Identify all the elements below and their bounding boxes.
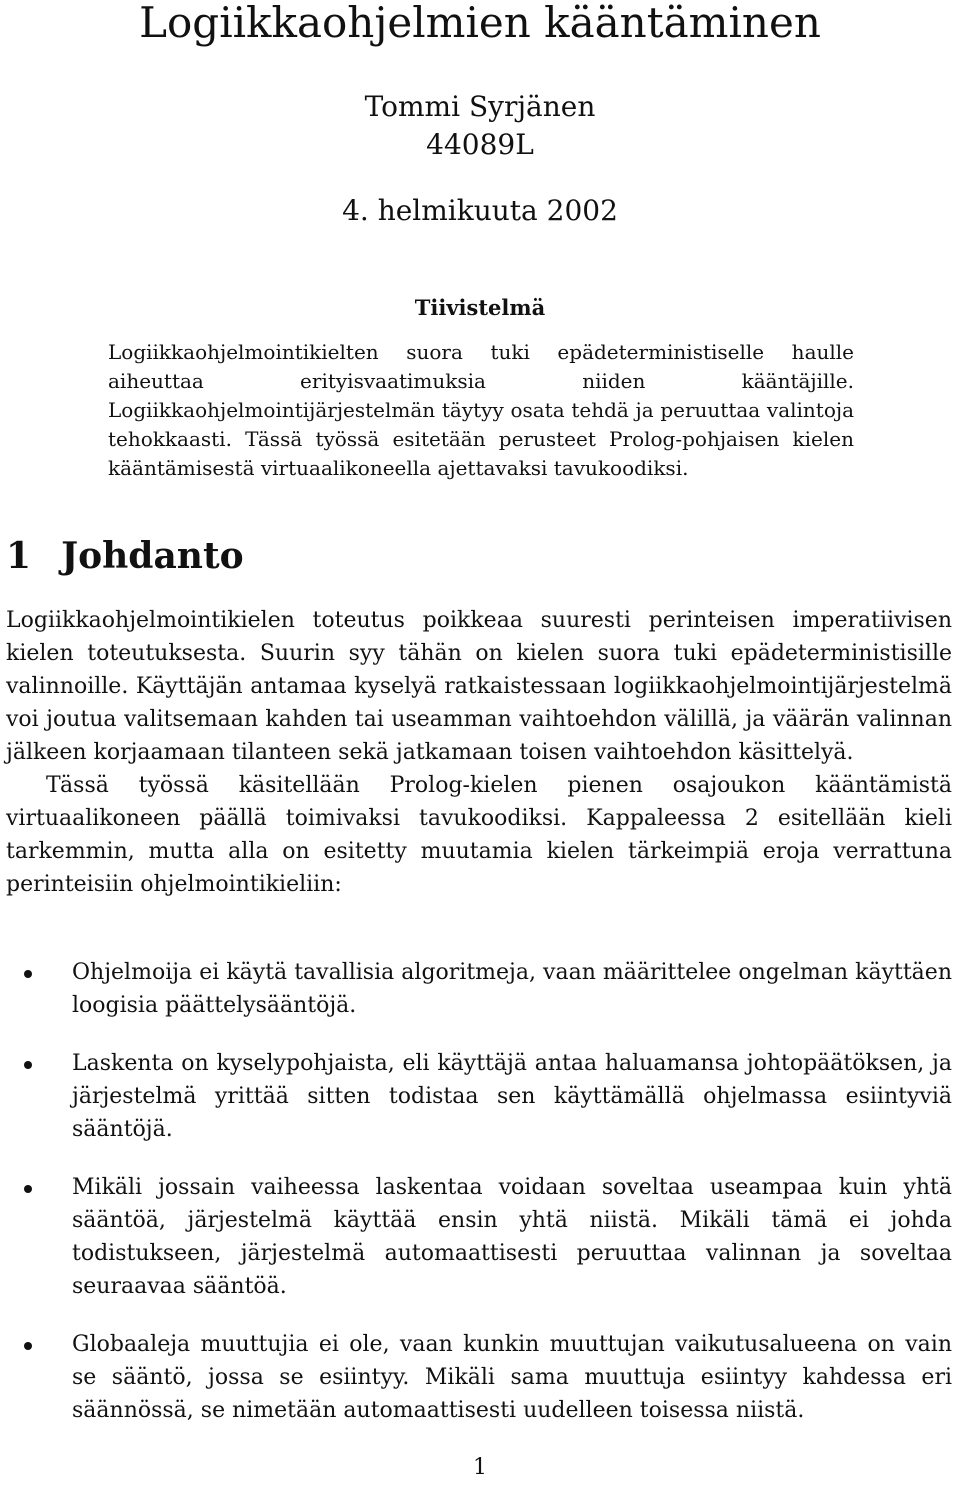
student-id: 44089L [426,128,534,161]
list-item-text: Globaaleja muuttujia ei ole, vaan kunkin muuttujan vaikutusalueena on vain se sääntö, jossa se esiintyy. Mikäli sama muuttuja esiintyy kahdessa eri säännössä, se nimetään automaattisesti uudelleen toisessa niistä. [72,1332,952,1423]
list-item-text: Mikäli jossain vaiheessa laskentaa voidaan soveltaa useampaa kuin yhtä sääntöä, järjestelmä käyttää ensin yhtä niistä. Mikäli tämä ei johda todistukseen, järjestelmä automaattisesti peruuttaa valinnan ja soveltaa seuraavaa sääntöä. [72,1175,952,1299]
author-block [0,88,960,164]
list-item-text: Laskenta on kyselypohjaista, eli käyttäjä antaa haluamansa johtopäätöksen, ja järjestelmä yrittää sitten todistaa sen käyttämällä ohjelmassa esiintyviä sääntöjä. [72,1051,952,1142]
paragraph: Tässä työssä käsitellään Prolog-kielen pienen osajoukon kääntämistä virtuaalikoneen päällä toimivaksi tavukoodiksi. Kappaleessa 2 esitellään kieli tarkemmin, mutta alla on esitetty muutamia kielen tärkeimpiä eroja verrattuna perinteisiin ohjelmointikieliin: [6,773,952,897]
section-title: Johdanto [61,535,244,577]
abstract-text: Logiikkaohjelmointikielten suora tuki epädeterministiselle haulle aiheuttaa erityisvaatimuksia niiden kääntäjille. Logiikkaohjelmointijärjestelmän täytyy osata tehdä ja peruuttaa valintoja tehokkaasti. Tässä työssä esitetään perusteet Prolog-pohjaisen kielen kääntämisestä virtuaalikoneella ajettavaksi tavukoodiksi. [108,340,854,480]
section-number: 1 [6,535,32,577]
author-name: Tommi Syrjänen [364,90,596,123]
bullet-icon [24,1342,32,1350]
list-item [72,1328,952,1427]
bullet-list [72,956,952,1427]
document-date: 4. helmikuuta 2002 [342,194,618,227]
section-heading [6,534,244,578]
abstract-heading: Tiivistelmä [414,295,546,320]
section-body [6,604,952,901]
list-item [72,1171,952,1303]
bullet-icon [24,1061,32,1069]
paragraph: Logiikkaohjelmointikielen toteutus poikkeaa suuresti perinteisen imperatiivisen kielen toteutuksesta. Suurin syy tähän on kielen suora tuki epädeterministisille valinnoille. Käyttäjän antamaa kyselyä ratkaistessaan logiikkaohjelmointijärjestelmä voi joutua valitsemaan kahden tai useamman vaihtoehdon välillä, ja väärän valinnan jälkeen korjaamaan tilanteen sekä jatkamaan toisen vaihtoehdon käsittelyä. [6,608,952,765]
document-title: Logiikkaohjelmien kääntäminen [139,0,821,47]
list-item-text: Ohjelmoija ei käytä tavallisia algoritmeja, vaan määrittelee ongelman käyttäen loogisia päättelysääntöjä. [72,960,952,1018]
list-item [72,1047,952,1146]
page-number: 1 [473,1455,487,1480]
bullet-icon [24,1185,32,1193]
list-item [72,956,952,1022]
bullet-icon [24,970,32,978]
